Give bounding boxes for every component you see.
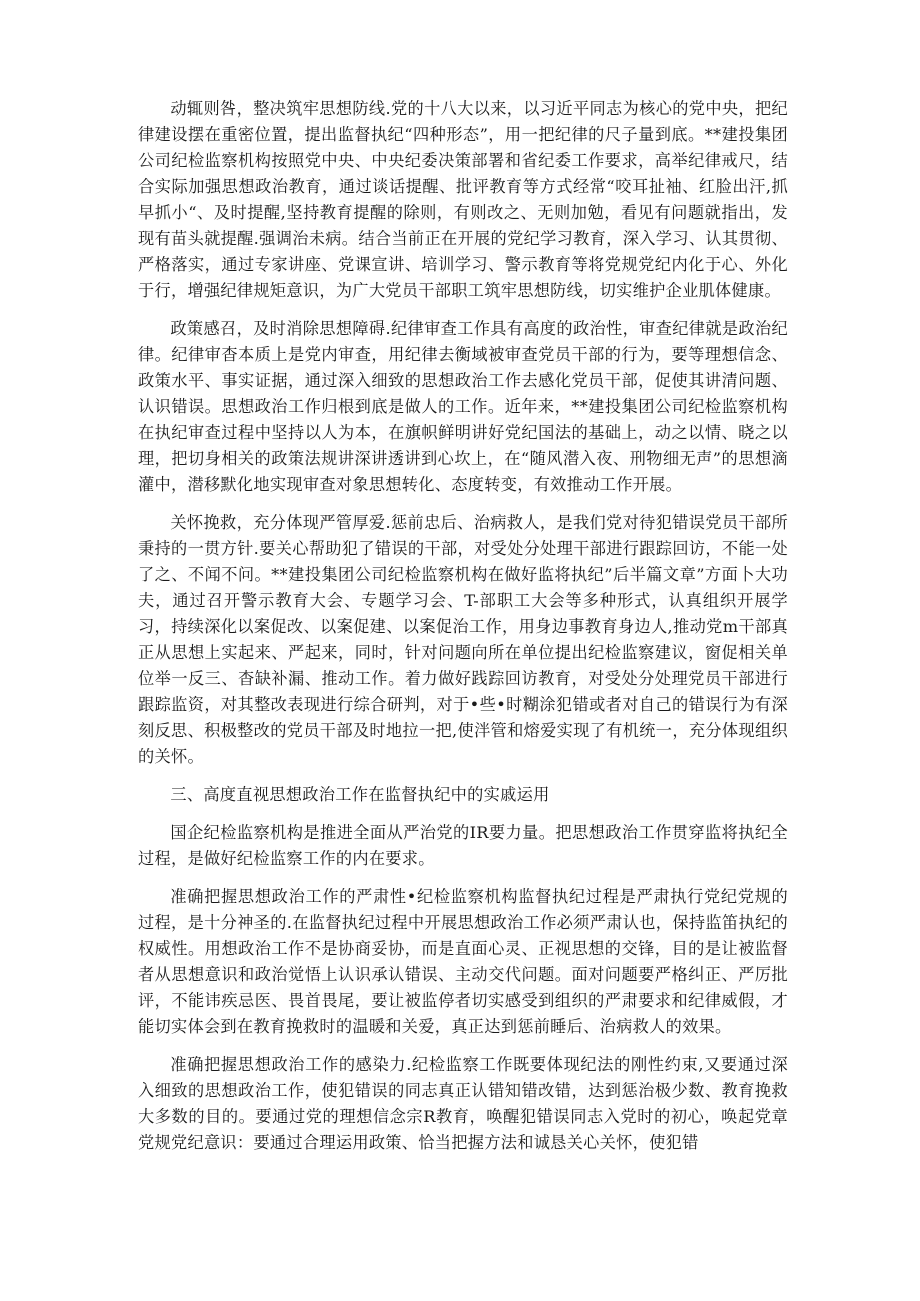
paragraph-soe-discipline-role: 国企纪检监察机构是推进全面从严治党的IR要力量。把思想政治工作贯穿监将执纪全过程，是做好纪检监察工作的内在要求。 — [138, 823, 788, 868]
paragraph-discipline-ideological-defense: 动辄则咎，整决筑牢思想防线.党的十八大以来，以习近平同志为核心的党中央，把纪律建设摆在重密位置，提出监督执纪“四种形态”，用一把纪律的尺子量到底。**建投集团公司纪检监察机构按照党中央、中央纪委决策部署和省纪委工作要求，高举纪律戒尺，结合实际加强思想政治教育，通过谈话提醒、批评教育等方式经常“咬耳扯袖、红脸出汗,抓早抓小“、及时提醒,坚持教育提醒的除则，有则改之、无则加勉，看见有问题就指出，发现有苗头就提醒.强调治未病。结合当前正在开展的党纪学习教育，深入学习、认其贯彻、严格落实，通过专家讲座、党课宣讲、培训学习、警示教育等将党规党纪内化于心、外化于行，增强纪律规矩意识，为广大党员干部职工筑牢思想防线，切实维护企业肌体健康。 — [138, 99, 788, 300]
section-heading-three: 三、高度直视思想政治工作在监督执纪中的实戚运用 — [170, 785, 550, 804]
paragraph-care-and-rescue: 关怀挽救，充分体现严管厚爱.惩前忠后、治病救人，是我们党对待犯错误党员干部所秉持的一贯方针.要关心帮助犯了错误的干部，对受处分处理干部进行跟踪回访，不能一处了之、不闻不问。**建投集团公司纪检监察机构在做好监将执纪”后半篇文章”方面卜大功夫，通过召开警示教育大会、专题学习会、T-部职工大会等多种形式，认真组织开展学习，持续深化以案促改、以案促建、以案促治工作，用身边事教育身边人,推动党m干部真正从思想上实起来、严起来，同时，针对问题向所在单位提出纪检监察建议，窗促相关单位举一反三、杳缺补漏、推动工作。着力做好践踪回访教育，对受处分处理党员干部进行跟踪监资，对其整改表现进行综合研判，对于•些•时糊涂犯错或者对自己的错误行为有深刻反思、积极整改的党员干部及时地拉一把,使泮管和熔爱实现了有机统一，充分体现组织的关怀。 — [138, 513, 788, 766]
paragraph-seriousness: 准确把握思想政治工作的严肃性•纪检监察机构监督执纪过程是严肃执行党纪党规的过程，是十分神圣的.在监督执纪过程中开展思想政治工作必须严肃认也，保持监笛执纪的权威性。用想政治工作不是协商妥协，而是直面心灵、正视思想的交锋，目的是让被监督者从思想意识和政治觉悟上认识承认错误、主动交代问题。面对问题要严格纠正、严厉批评，不能讳疾忌医、畏首畏尾，要让被监停者切实感受到组织的严肃要求和纪律威假，才能切实体会到在教育挽救时的温暖和关爱，真正达到惩前睡后、治病救人的效果。 — [138, 887, 788, 1036]
paragraph-appeal: 准确把握思想政治工作的感染力.纪检监察工作既要体现纪法的刚性约束,又要通过深入细致的思想政治工作，使犯错误的同志真正认错知错改错，达到惩治极少数、教育挽救大多数的目的。要通过党的理想信念宗R教育，唤醒犯错误同志入党时的初心，唤起党章党规党纪意识：要通过合理运用政策、恰当把握方法和诚恳关心关怀，使犯错 — [138, 1055, 788, 1152]
paragraph-policy-persuasion: 政策感召，及时消除思想障碍.纪律审查工作具有高度的政治性，审查纪律就是政治纪律。纪律审杳本质上是党内审查，用纪律去衡域被审查党员干部的行为，要等理想信念、政策水平、事实证据，通过深入细致的思想政治工作去感化党员干部，促使其讲清问题、认识错误。思想政治工作归根到底是做人的工作。近年来，**建投集团公司纪检监察机构在执纪审查过程中坚持以人为本，在旗帜鲜明讲好党纪国法的基础上，动之以情、晓之以理，把切身相关的政策法规讲深讲透讲到心坎上，在“随风潜入夜、刑物细无声”的思想滴灌中，潜移默化地实现审查对象思想转化、态度转变，有效推动工作开展。 — [138, 319, 788, 494]
